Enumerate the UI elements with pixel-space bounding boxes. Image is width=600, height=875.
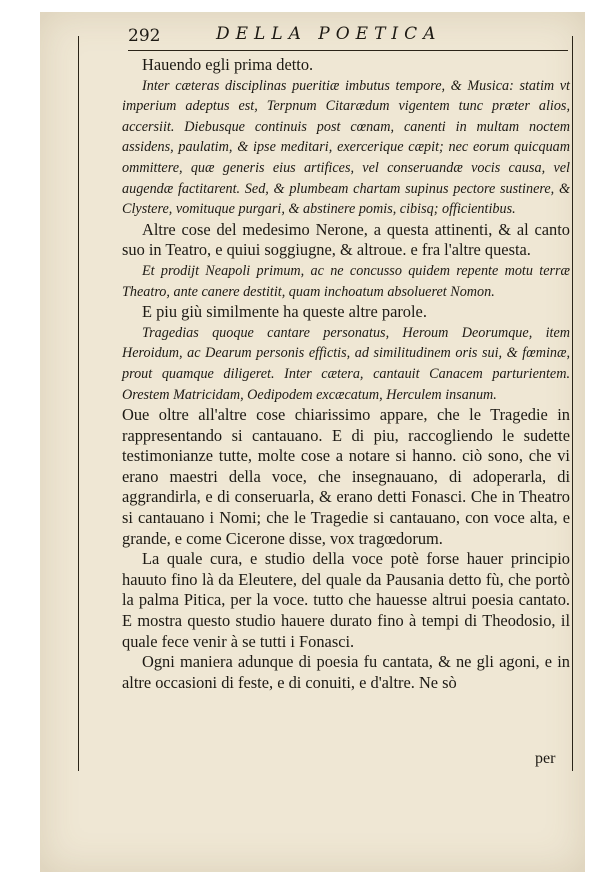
paragraph-5: La quale cura, e studio della voce potè forse hauer principio hauuto fino là da Eleutere, del quale da Pausania detto fù, che portò la palma Pitica, per la voce. tutto che hauesse altrui poesia cantato. E mostra questo studio hauere durato fino à tempi di Theodosio, il quale fece venir à se tutti i Fonasci. [122,549,570,651]
right-margin-rule [572,36,574,771]
paragraph-2: Altre cose del medesimo Nerone, a questa attinenti, & al canto suo in Teatro, e quiui soggiugne, & altroue. e fra l'altre questa. [122,219,570,260]
latin-quote-2: Et prodijt Neapoli primum, ac ne concusso quidem repente motu terræ Theatro, ante canere destitit, quam inchoatum absolueret Nomon. [122,262,570,300]
page-number: 292 [128,26,161,46]
running-title: DELLA POETICA [216,24,442,44]
paragraph-4: Oue oltre all'altre cose chiarissimo appare, che le Tragedie in rappresentando si cantauano. E di piu, raccogliendo le sudette testimonianze tutte, molte cose a notare si hanno. ciò sono, che vi erano maestri della voce, che insegnauano, di adoperarla, di aggrandirla, e di conseruarla, & erano detti Fonasci. Che in Theatro si cantauano i Nomi; che le Tragedie si cantauano, con voce alta, e grande, e come Cicerone disse, vox tragœdorum. [122,405,570,548]
catchword: per [535,750,556,767]
paragraph-1: Hauendo egli prima detto. [142,55,314,74]
body-text [122,55,570,693]
left-margin-rule [78,36,80,771]
paragraph-6: Ogni maniera adunque di poesia fu cantata, & ne gli agoni, e in altre occasioni di feste, e di conuiti, e d'altre. Ne sò [122,652,570,692]
page-header [128,20,568,51]
latin-quote-3: Tragedias quoque cantare personatus, Heroum Deorumque, item Heroidum, ac Dearum personis effictis, ad similitudinem oris sui, & fœminæ, prout quamque diligeret. Inter cætera, cantauit Canacem parturientem. Orestem Matricidam, Oedipodem excæcatum, Herculem insanum. [122,324,570,403]
latin-quote-1: Inter cæteras disciplinas pueritiæ imbutus tempore, & Musica: statim vt imperium adeptus est, Terpnum Citarædum vigentem tunc præter alios, accersiit. Diebusque continuis post cœnam, canenti in multam noctem assidens, paulatim, & ipse meditari, exercerique cæpit; nec eorum quicquam ommittere, quæ generis eius artifices, vel conseruandæ vocis causa, vel augendæ factitarent. Sed, & plumbeam chartam supinus pectore sustinere, & Clystere, vomituque purgari, & abstinere pomis, cibisq; officientibus. [122,77,570,218]
paragraph-3: E piu giù similmente ha queste altre parole. [142,302,427,322]
